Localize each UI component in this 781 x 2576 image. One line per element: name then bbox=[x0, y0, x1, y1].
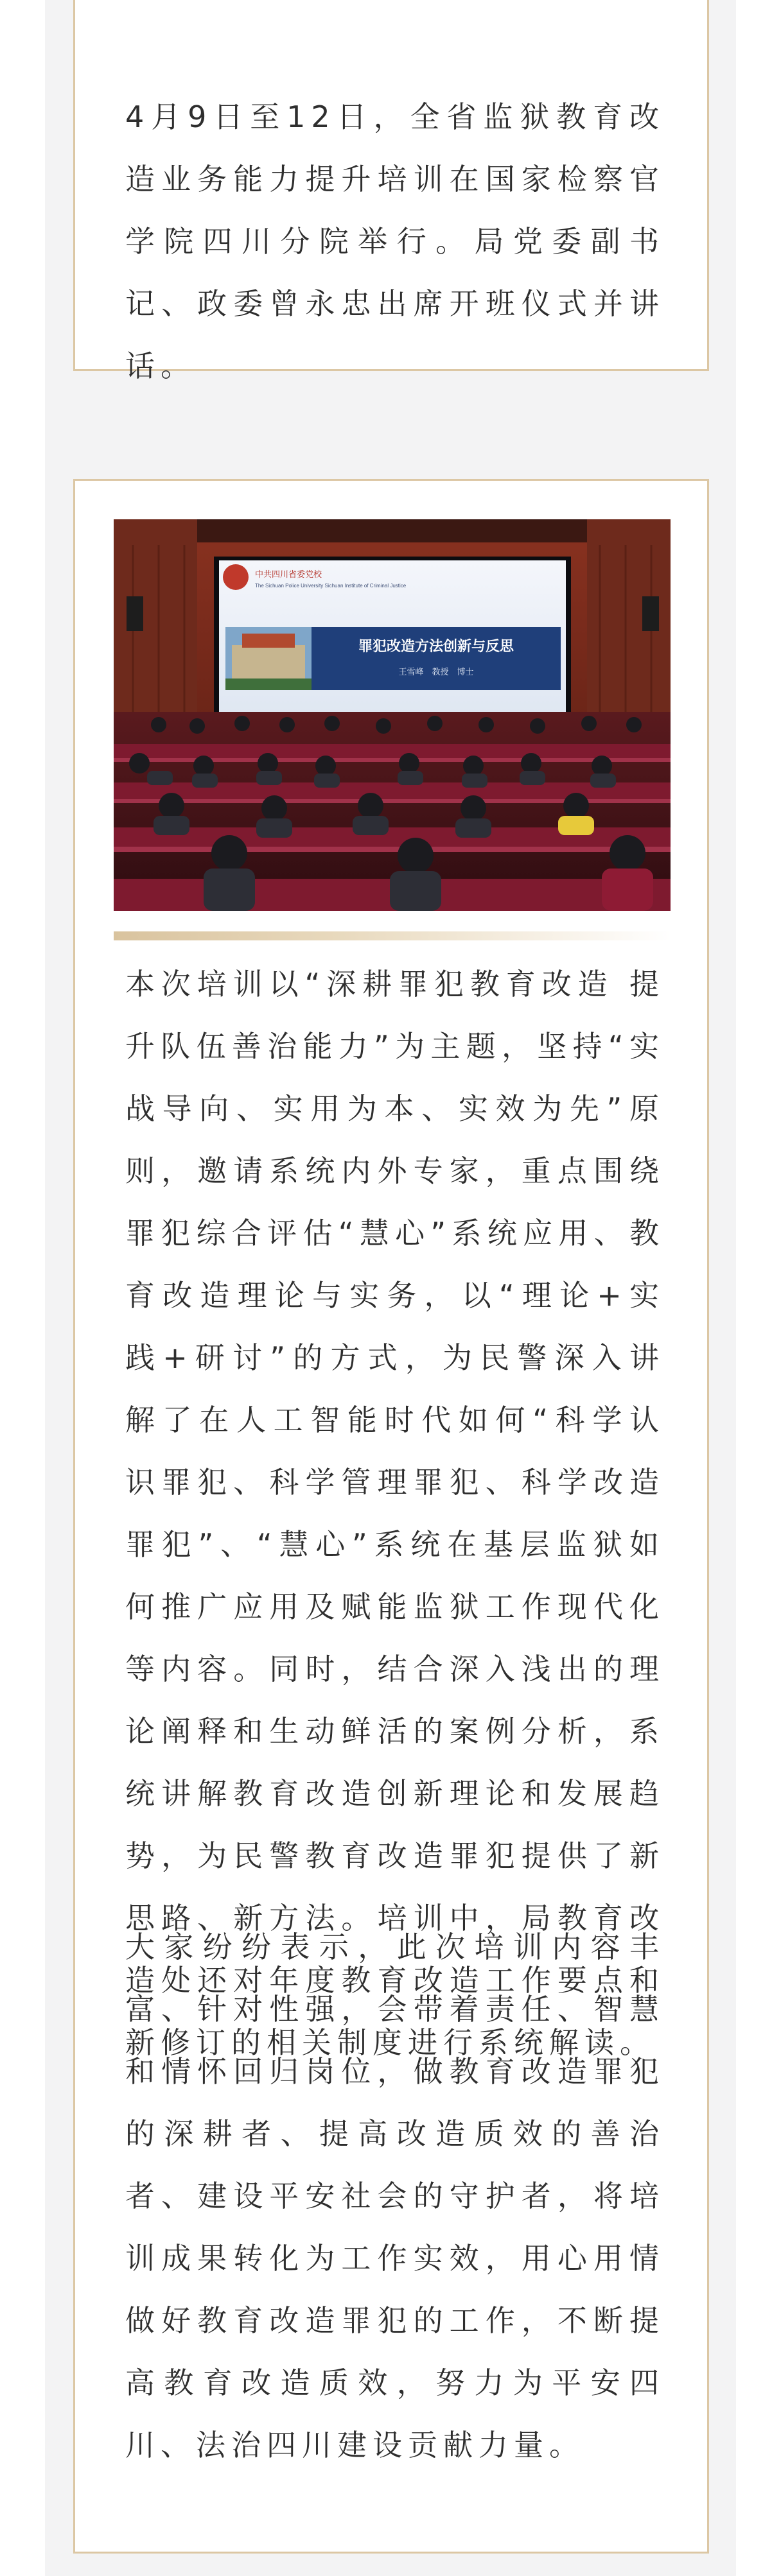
slide-presenter: 王雪峰 教授 博士 bbox=[398, 667, 474, 677]
lecture-hall-image bbox=[114, 519, 671, 911]
screen-logo-subtext: The Sichuan Police University Sichuan Institute of Criminal Justice bbox=[255, 583, 407, 589]
body-paragraph-2: 大家纷纷表示，此次培训内容丰富、针对性强，会带着责任、智慧和情怀回归岗位，做教育改造罪犯的深耕者、提高改造质效的善治者、建设平安社会的守护者，将培训成果转化为工作实效，用心用情做好教育改造罪犯的工作，不断提高教育改造质效，努力为平安四川、法治四川建设贡献力量。 bbox=[125, 1930, 665, 2462]
body-paragraph-1: 本次培训以“深耕罪犯教育改造 提升队伍善治能力”为主题，坚持“实战导向、实用为本、实效为先”原则，邀请系统内外专家，重点围绕罪犯综合评估“慧心”系统应用、教育改造理论与实务，以“理论+实践+研讨”的方式，为民警深入讲解了在人工智能时代如何“科学认识罪犯、科学管理罪犯、科学改造罪犯”、“慧心”系统在基层监狱如何推广应用及赋能监狱工作现代化等内容。同时，结合深入浅出的理论阐释和生动鲜活的案例分析，系统讲解教育改造创新理论和发展趋势，为民警教育改造罪犯提供了新思路、新方法。培训中，局教育改造处还对年度教育改造工作要点和新修订的相关制度进行系统解读。 bbox=[125, 967, 665, 2060]
intro-paragraph: 4月9日至12日，全省监狱教育改造业务能力提升培训在国家检察官学院四川分院举行。局党委副书记、政委曾永忠出席开班仪式并讲话。 bbox=[125, 99, 665, 383]
intro-card bbox=[73, 0, 709, 383]
training-photo bbox=[114, 519, 671, 911]
slide-title: 罪犯改造方法创新与反思 bbox=[358, 638, 514, 654]
screen-logo-text: 中共四川省委党校 bbox=[255, 569, 322, 579]
gold-divider bbox=[114, 931, 671, 940]
main-card bbox=[73, 479, 709, 2554]
